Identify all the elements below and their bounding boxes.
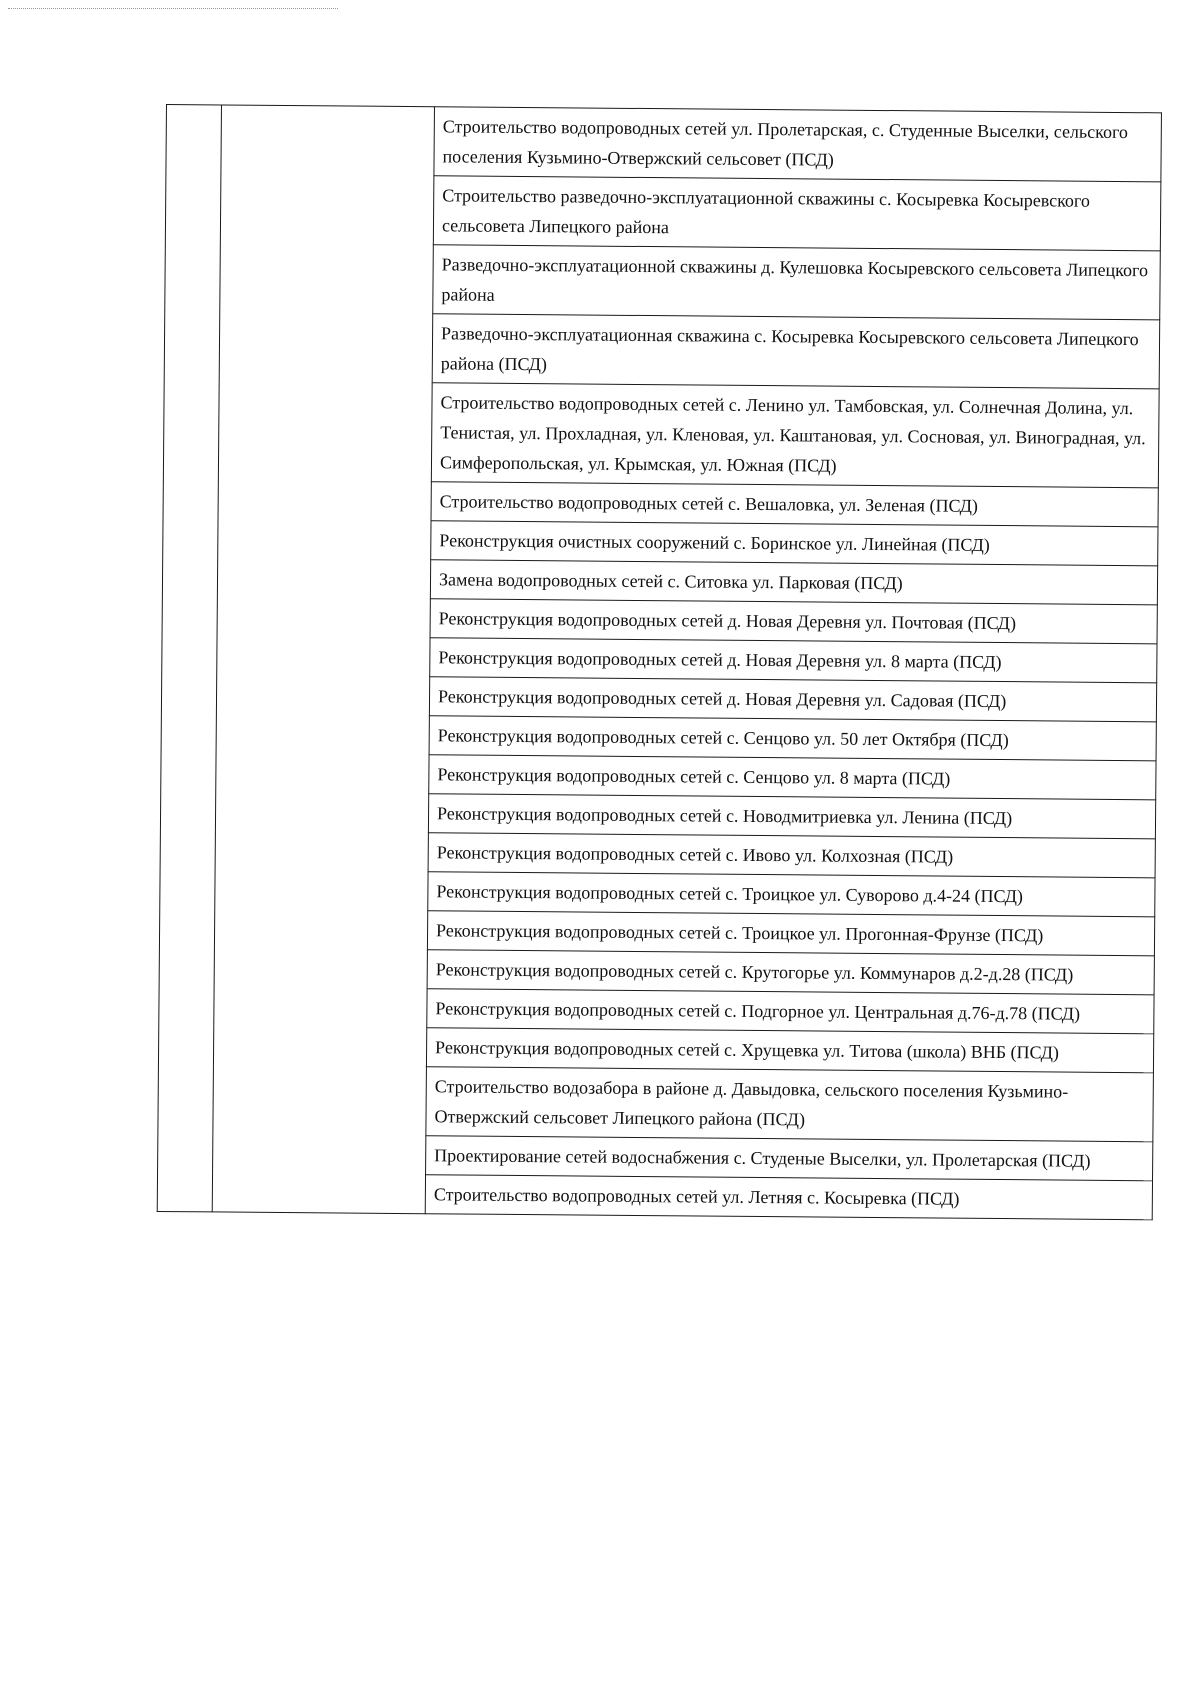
project-cell: Реконструкция водопроводных сетей с. Сенцово ул. 50 лет Октября (ПСД): [429, 716, 1156, 761]
project-cell: Реконструкция водопроводных сетей с. Троицкое ул. Прогонная-Фрунзе (ПСД): [427, 911, 1154, 956]
project-cell: Строительство водопроводных сетей ул. Летняя с. Косыревка (ПСД): [425, 1175, 1152, 1220]
project-cell: Реконструкция водопроводных сетей д. Новая Деревня ул. Садовая (ПСД): [429, 677, 1156, 722]
project-cell: Разведочно-эксплуатационной скважины д. Кулешовка Косыревского сельсовета Липецкого района: [433, 245, 1161, 320]
project-cell: Разведочно-эксплуатационная скважина с. Косыревка Косыревского сельсовета Липецкого района (ПСД): [432, 314, 1160, 389]
project-cell: Реконструкция водопроводных сетей д. Новая Деревня ул. Почтовая (ПСД): [430, 599, 1157, 644]
project-cell: Реконструкция водопроводных сетей с. Хрущевка ул. Титова (школа) ВНБ (ПСД): [426, 1028, 1153, 1073]
project-cell: Проектирование сетей водоснабжения с. Студеные Выселки, ул. Пролетарская (ПСД): [426, 1136, 1153, 1181]
project-cell: Строительство водозабора в районе д. Давыдовка, сельского поселения Кузьмино-Отвержский сельсовет Липецкого района (ПСД): [426, 1067, 1154, 1142]
project-cell: Реконструкция водопроводных сетей с. Подгорное ул. Центральная д.76-д.78 (ПСД): [427, 989, 1154, 1034]
project-cell: Строительство водопроводных сетей с. Ленино ул. Тамбовская, ул. Солнечная Долина, ул. Тенистая, ул. Прохладная, ул. Кленовая, ул. Каштановая, ул. Сосновая, ул. Виноградная, ул. Симферопольская, ул. Крымская, ул. Южная (ПСД): [431, 383, 1159, 488]
project-cell: Реконструкция водопроводных сетей с. Крутогорье ул. Коммунаров д.2-д.28 (ПСД): [427, 950, 1154, 995]
project-cell: Строительство водопроводных сетей ул. Пролетарская, с. Студенные Выселки, сельского поселения Кузьмино-Отвержский сельсовет (ПСД): [434, 107, 1162, 182]
project-cell: Строительство водопроводных сетей с. Вешаловка, ул. Зеленая (ПСД): [431, 482, 1158, 527]
project-cell: Реконструкция водопроводных сетей с. Ивово ул. Колхозная (ПСД): [428, 833, 1155, 878]
project-cell: Реконструкция водопроводных сетей д. Новая Деревня ул. 8 марта (ПСД): [430, 638, 1157, 683]
table-row: [166, 105, 1162, 182]
project-cell: Замена водопроводных сетей с. Ситовка ул. Парковая (ПСД): [430, 560, 1157, 605]
program-name-cell: [212, 105, 434, 1214]
project-cell: Реконструкция очистных сооружений с. Боринское ул. Линейная (ПСД): [431, 521, 1158, 566]
project-cell: Реконструкция водопроводных сетей с. Троицкое ул. Суворово д.4-24 (ПСД): [428, 872, 1155, 917]
project-cell: Реконструкция водопроводных сетей с. Сенцово ул. 8 марта (ПСД): [429, 755, 1156, 800]
projects-table: [157, 104, 1162, 1220]
number-cell: [157, 105, 221, 1212]
project-cell: Строительство разведочно-эксплуатационной скважины с. Косыревка Косыревского сельсовета Липецкого района: [433, 176, 1161, 251]
scan-header-line: [8, 8, 338, 9]
project-cell: Реконструкция водопроводных сетей с. Новодмитриевка ул. Ленина (ПСД): [428, 794, 1155, 839]
